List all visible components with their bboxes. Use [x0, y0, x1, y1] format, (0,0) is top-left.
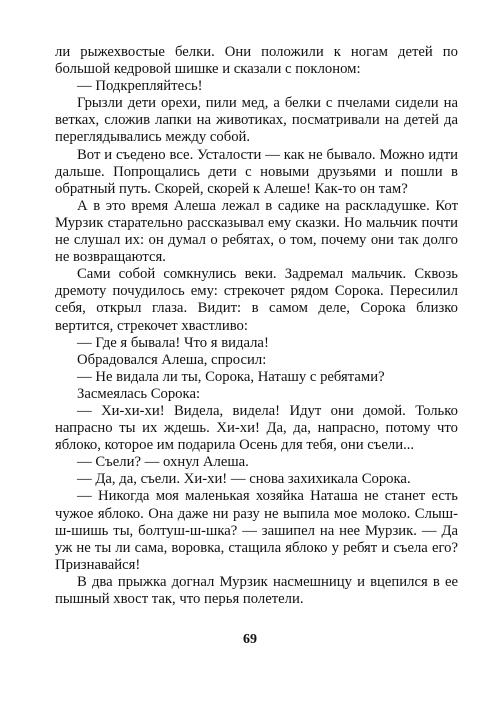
- paragraph: — Да, да, съели. Хи-хи! — снова захихикала Сорока.: [77, 471, 411, 488]
- paragraph: — Не видала ли ты, Сорока, Наташу с ребятами?: [77, 368, 385, 385]
- paragraph: А в это время Алеша лежал в садике на раскладушке. Кот Мурзик старательно рассказывал ему сказки. Но мальчик почти не слушал их: он думал о ребятах, о том, почему они так долго не возвращаются.: [55, 197, 458, 266]
- paragraph: — Никогда моя маленькая хозяйка Наташа не станет есть чужое яблоко. Она даже ни разу не выпила мое молоко. Слыш-ш-шишь ты, болтуш-ш-шка? — зашипел на нее Мурзик. — Да уж не ты ли сама, воровка, стащила яблоко у ребят и съела его? Признавайся!: [55, 488, 458, 573]
- paragraph: ли рыжехвостые белки. Они положили к ногам детей по большой кедровой шишке и сказали с поклоном:: [55, 44, 458, 78]
- paragraph: — Хи-хи-хи! Видела, видела! Идут они домой. Только напрасно ты их ждешь. Хи-хи! Да, да, напрасно, потому что яблоко, которое им подарила Осень для тебя, они съели...: [55, 402, 458, 454]
- paragraph: Вот и съедено все. Усталости — как не бывало. Можно идти дальше. Попрощались дети с новыми друзьями и пошли в обратный путь. Скорей, скорей к Алеше! Как-то он там?: [55, 146, 458, 197]
- paragraph: В два прыжка догнал Мурзик насмешницу и вцепился в ее пышный хвост так, что перья полетели.: [55, 573, 458, 607]
- paragraph: Грызли дети орехи, пили мед, а белки с пчелами сидели на ветках, сложив лапки на животиках, посматривали на детей да переглядывались между собой.: [55, 95, 458, 146]
- page-number: 69: [243, 632, 257, 647]
- paragraph: Обрадовался Алеша, спросил:: [77, 351, 267, 368]
- book-page: [55, 44, 458, 664]
- paragraph: — Подкрепляйтесь!: [77, 78, 203, 95]
- paragraph: Сами собой сомкнулись веки. Задремал мальчик. Сквозь дремоту почудилось ему: стрекочет рядом Сорока. Пересилил себя, открыл глаза. Видит: в самом деле, Сорока близко вертится, стрекочет хвастливо:: [55, 266, 458, 334]
- paragraph: — Съели? — охнул Алеша.: [77, 454, 249, 471]
- paragraph: — Где я бывала! Что я видала!: [77, 334, 269, 351]
- paragraph: Засмеялась Сорока:: [77, 385, 201, 402]
